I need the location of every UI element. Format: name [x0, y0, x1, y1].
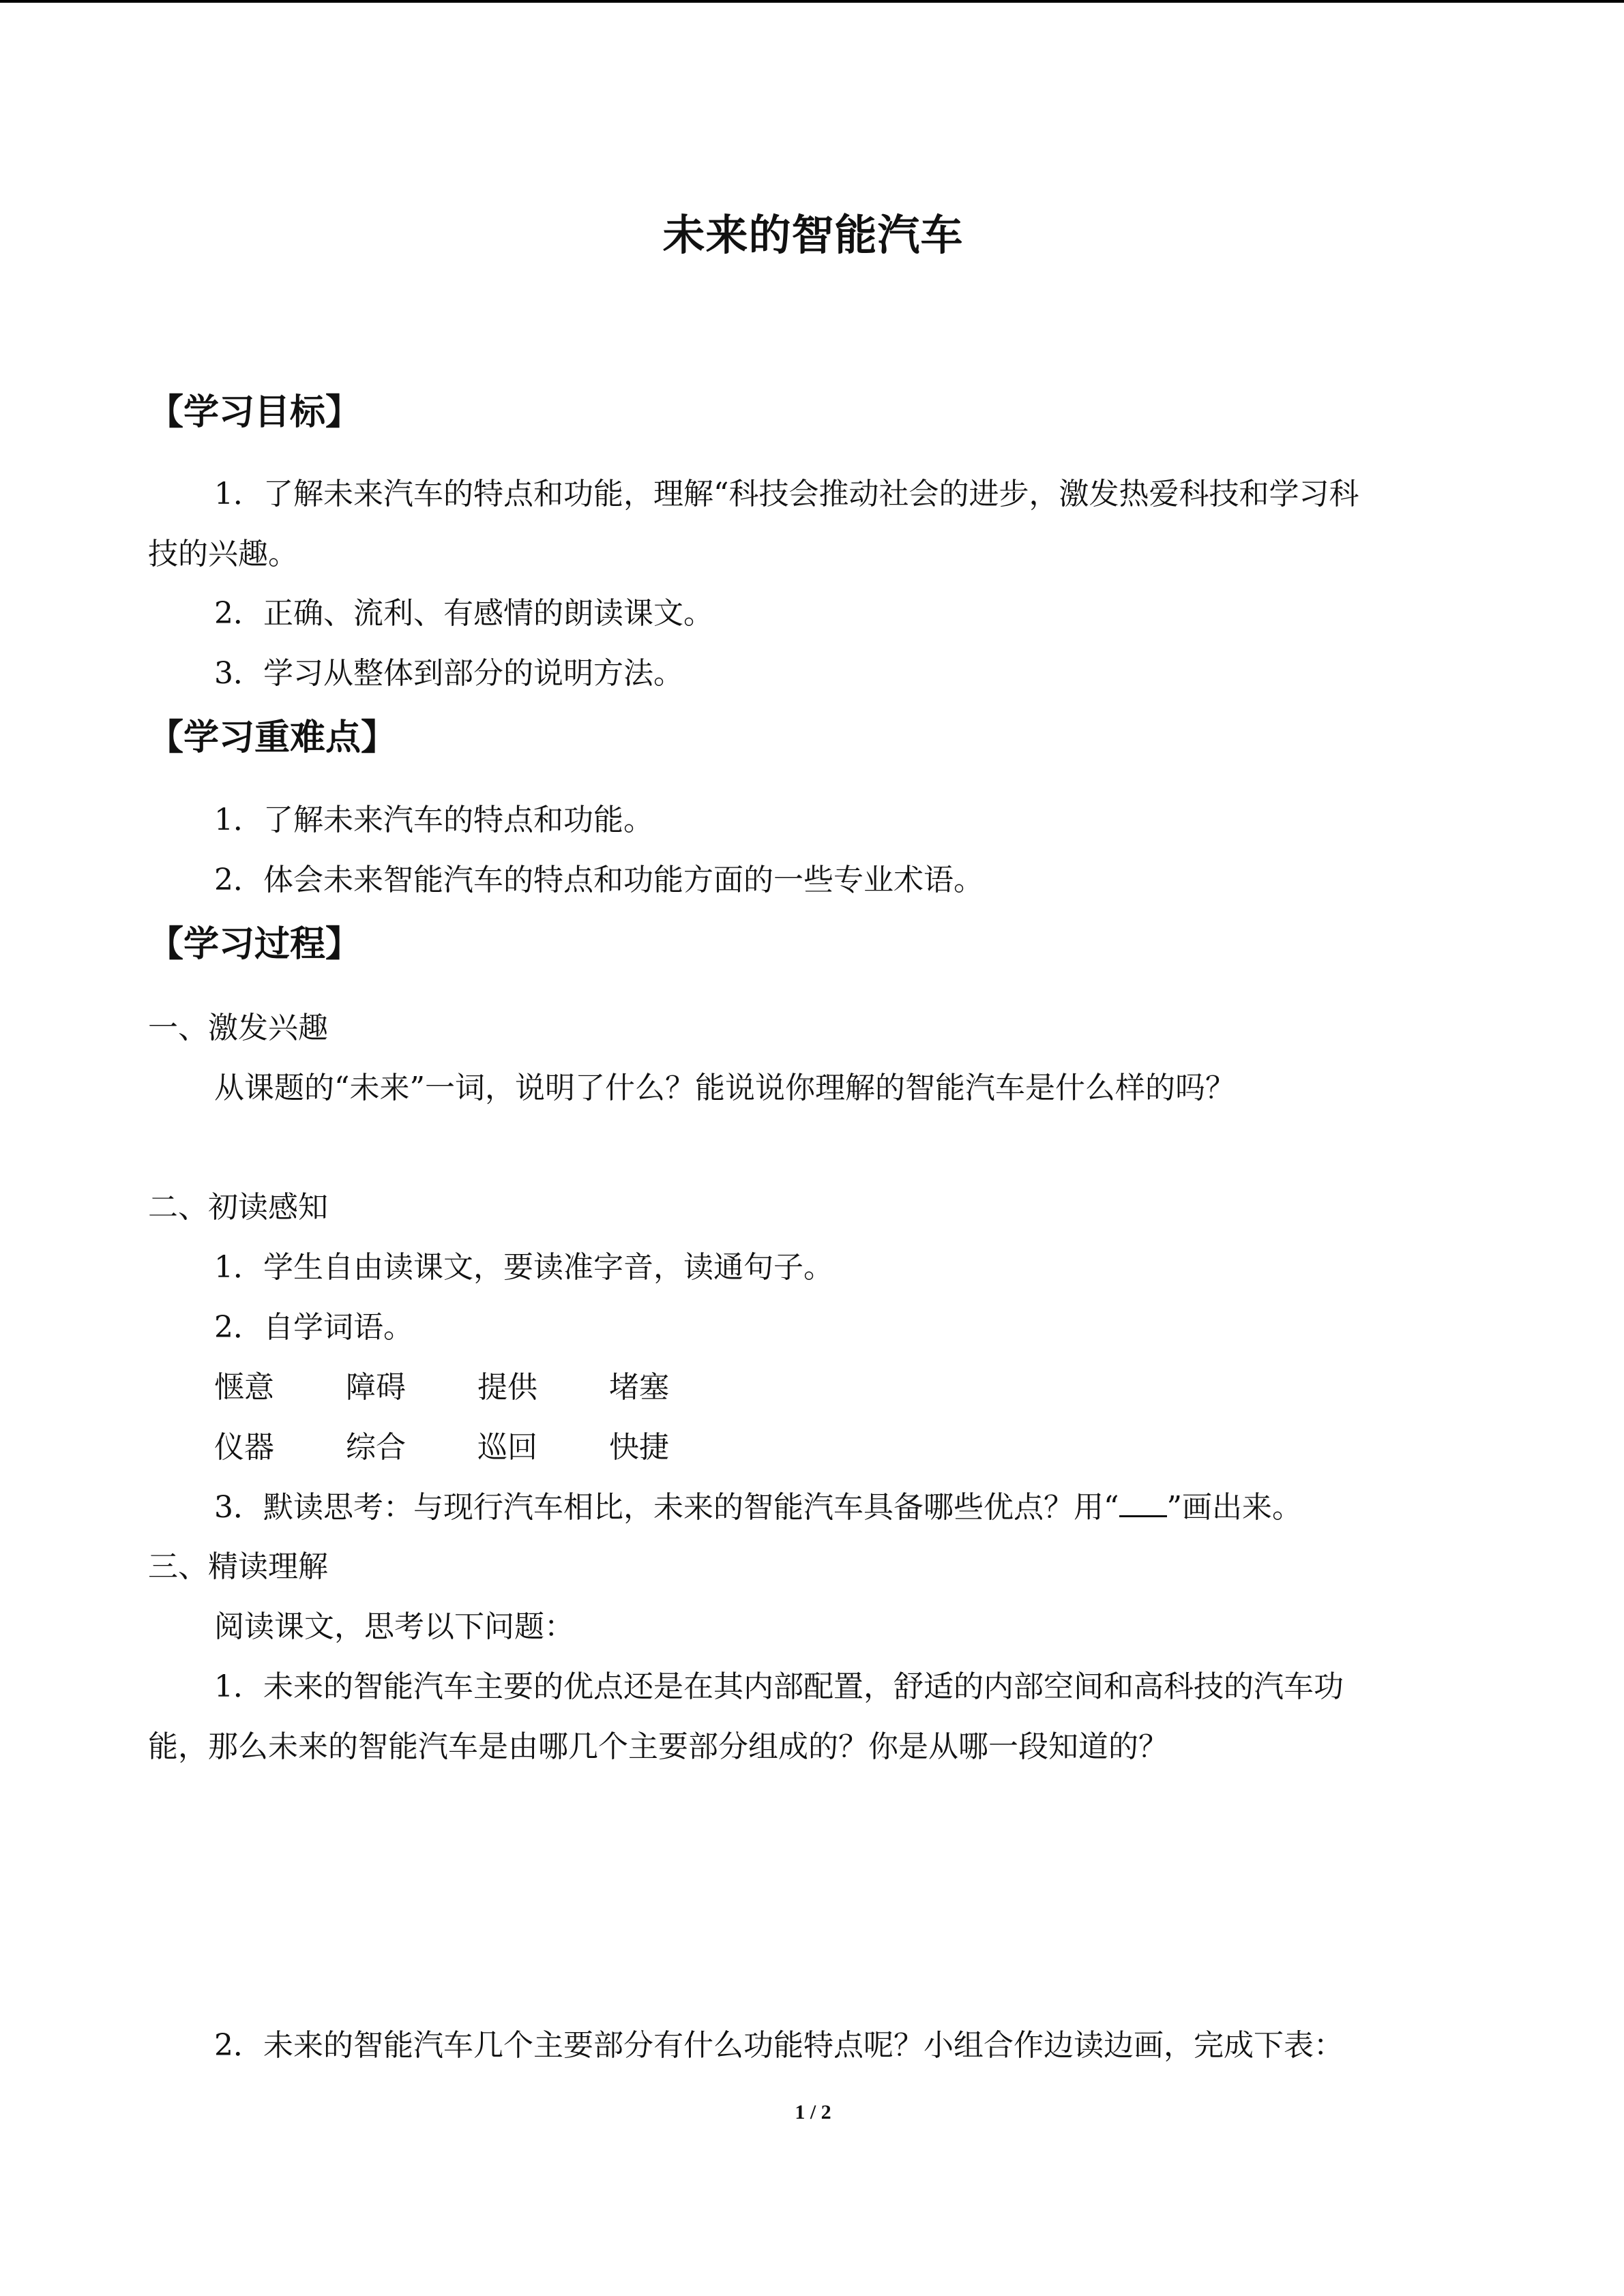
vocab-word: 障碍: [346, 1370, 406, 1405]
vocab-word: 提供: [477, 1370, 537, 1405]
goal-item-1-line-1: 1．了解未来汽车的特点和功能，理解“科技会推动社会的进步，激发热爱科技和学习科: [214, 477, 1359, 511]
goal-item-1-line-2: 技的兴趣。: [148, 537, 298, 571]
process-section-2-title: 二、初读感知: [148, 1190, 328, 1225]
item-3-text-after: ”画出来。: [1166, 1490, 1302, 1525]
vocab-row-2: [214, 1427, 741, 1468]
process-section-1-text: 从课题的“未来”一词，说明了什么？能说说你理解的智能汽车是什么样的吗？: [214, 1071, 1235, 1105]
key-point-item-1: 1．了解未来汽车的特点和功能。: [214, 803, 653, 837]
goal-item-2: 2．正确、流利、有感情的朗读课文。: [214, 596, 713, 631]
key-point-item-2: 2．体会未来智能汽车的特点和功能方面的一些专业术语。: [214, 863, 984, 897]
process-section-1-title: 一、激发兴趣: [148, 1011, 328, 1045]
vocab-word: 堵塞: [609, 1370, 669, 1405]
question-1-line-1: 1．未来的智能汽车主要的优点还是在其内部配置，舒适的内部空间和高科技的汽车功: [214, 1669, 1344, 1704]
item-3-text-before: 3．默读思考：与现行汽车相比，未来的智能汽车具备哪些优点？用“: [214, 1490, 1119, 1525]
question-1-line-2: 能，那么未来的智能汽车是由哪几个主要部分组成的？你是从哪一段知道的？: [148, 1729, 1168, 1764]
section-heading-goals: 【学习目标】: [148, 392, 361, 433]
top-border-rule: [0, 0, 1624, 3]
process-section-3-title: 三、精读理解: [148, 1549, 328, 1584]
process-section-2-item-1: 1．学生自由读课文，要读准字音，读通句子。: [214, 1250, 833, 1285]
section-heading-key-points: 【学习重难点】: [148, 717, 397, 758]
question-2: 2．未来的智能汽车几个主要部分有什么功能特点呢？小组合作边读边画，完成下表：: [214, 2028, 1344, 2063]
process-section-2-item-3: [148, 1487, 1478, 1528]
vocab-word: 仪器: [214, 1430, 274, 1465]
process-section-2-item-2: 2．自学词语。: [214, 1310, 413, 1345]
vocab-row-1: [214, 1367, 741, 1408]
goal-item-3: 3．学习从整体到部分的说明方法。: [214, 656, 683, 691]
document-title: 未来的智能汽车: [662, 210, 964, 260]
process-section-3-intro: 阅读课文，思考以下问题：: [214, 1609, 574, 1644]
underline-blank: [1119, 1488, 1167, 1517]
section-heading-process: 【学习过程】: [148, 924, 361, 965]
vocab-word: 惬意: [214, 1370, 274, 1405]
vocab-word: 巡回: [477, 1430, 537, 1465]
vocab-word: 快捷: [609, 1430, 669, 1465]
page-number: 1 / 2: [795, 2101, 831, 2123]
vocab-word: 综合: [346, 1430, 406, 1465]
